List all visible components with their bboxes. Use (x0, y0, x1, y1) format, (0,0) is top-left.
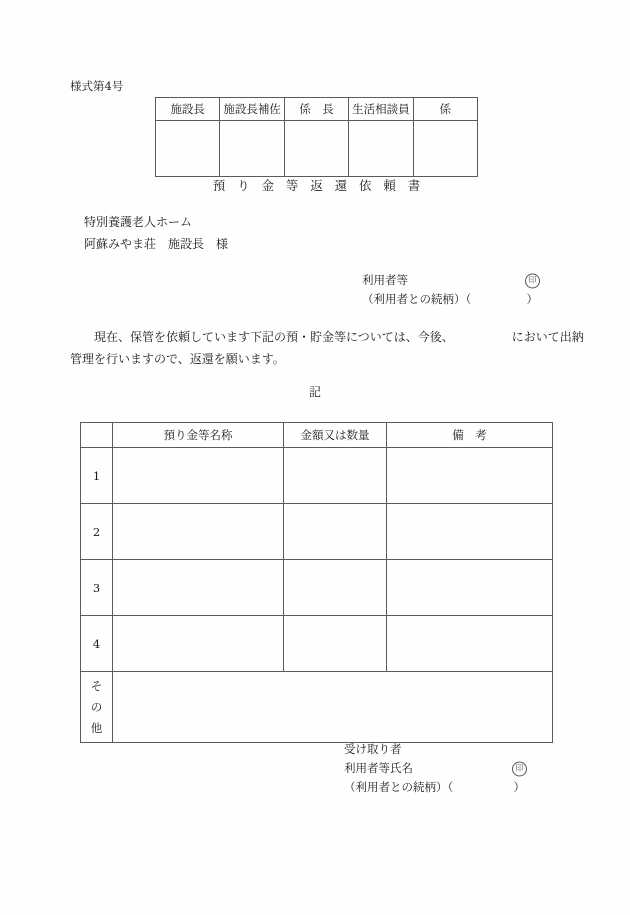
table-header-row (81, 423, 553, 448)
addressee-facility-name: 阿蘇みやま荘 施設長 様 (84, 237, 229, 251)
row-note-cell[interactable] (387, 448, 553, 504)
deposit-items-table (80, 422, 553, 743)
other-label-char-2: の (90, 699, 103, 714)
approval-stamp-table (155, 97, 478, 177)
approval-seal-cell-section-chief[interactable] (284, 121, 348, 177)
approval-seal-cell-facility-director[interactable] (156, 121, 220, 177)
document-title: 預り金等返還依頼書 (212, 178, 433, 193)
table-row-other (81, 672, 553, 743)
body-line-1 (70, 326, 584, 348)
table-header-item-name: 預り金等名称 (113, 423, 284, 448)
other-row-content-cell[interactable] (113, 672, 553, 743)
receiver-block (344, 740, 539, 797)
receiver-heading: 受け取り者 (344, 742, 402, 756)
form-number: 様式第4号 (70, 79, 124, 93)
applicant-relation-line (362, 290, 552, 309)
row-index: 1 (81, 448, 113, 504)
applicant-label: 利用者等 (362, 273, 408, 287)
body-line-2: 管理を行いますので、返還を願います。 (70, 352, 285, 366)
row-item-name-cell[interactable] (113, 448, 284, 504)
receiver-relation-close: ） (513, 780, 525, 794)
table-row (81, 504, 553, 560)
applicant-block (362, 271, 552, 309)
approval-header-deputy-director: 施設長補佐 (220, 98, 284, 121)
approval-header-section-chief: 係 長 (284, 98, 348, 121)
approval-seal-cell-staff[interactable] (413, 121, 477, 177)
row-index: 3 (81, 560, 113, 616)
row-note-cell[interactable] (387, 560, 553, 616)
approval-seal-cell-life-counselor[interactable] (349, 121, 413, 177)
approval-header-life-counselor: 生活相談員 (349, 98, 413, 121)
row-amount-cell[interactable] (284, 504, 387, 560)
body-paragraph (70, 326, 584, 370)
approval-signature-row (156, 121, 478, 177)
section-marker: 記 (308, 385, 321, 399)
other-label-char-1: そ (90, 678, 103, 693)
receiver-relation-line (344, 778, 539, 797)
approval-seal-cell-deputy-director[interactable] (220, 121, 284, 177)
other-label-char-3: 他 (90, 720, 103, 735)
approval-header-row (156, 98, 478, 121)
seal-icon: 印 (512, 761, 527, 776)
row-index: 2 (81, 504, 113, 560)
row-item-name-cell[interactable] (113, 504, 284, 560)
approval-header-staff: 係 (413, 98, 477, 121)
receiver-name-label: 利用者等氏名 (344, 761, 413, 775)
row-amount-cell[interactable] (284, 448, 387, 504)
seal-icon: 印 (525, 273, 540, 288)
applicant-relation-label: （利用者との続柄）（ (362, 292, 472, 306)
table-row (81, 616, 553, 672)
other-row-label (81, 672, 113, 743)
row-item-name-cell[interactable] (113, 616, 284, 672)
body-line-1-part-1: 現在、保管を依頼しています下記の預・貯金等については、今後、 (94, 330, 454, 344)
row-amount-cell[interactable] (284, 560, 387, 616)
table-header-index (81, 423, 113, 448)
receiver-name-line (344, 759, 539, 778)
table-header-amount: 金額又は数量 (284, 423, 387, 448)
row-note-cell[interactable] (387, 616, 553, 672)
row-note-cell[interactable] (387, 504, 553, 560)
table-header-note: 備 考 (387, 423, 553, 448)
table-row (81, 448, 553, 504)
applicant-name-line (362, 271, 552, 290)
receiver-relation-label: （利用者との続柄）（ (344, 780, 454, 794)
addressee-block (84, 211, 228, 255)
row-item-name-cell[interactable] (113, 560, 284, 616)
row-index: 4 (81, 616, 113, 672)
body-line-1-part-2: において出納 (511, 330, 584, 344)
table-row (81, 560, 553, 616)
approval-header-facility-director: 施設長 (156, 98, 220, 121)
row-amount-cell[interactable] (284, 616, 387, 672)
addressee-facility-type: 特別養護老人ホーム (84, 215, 193, 229)
applicant-relation-close: ） (526, 292, 538, 306)
